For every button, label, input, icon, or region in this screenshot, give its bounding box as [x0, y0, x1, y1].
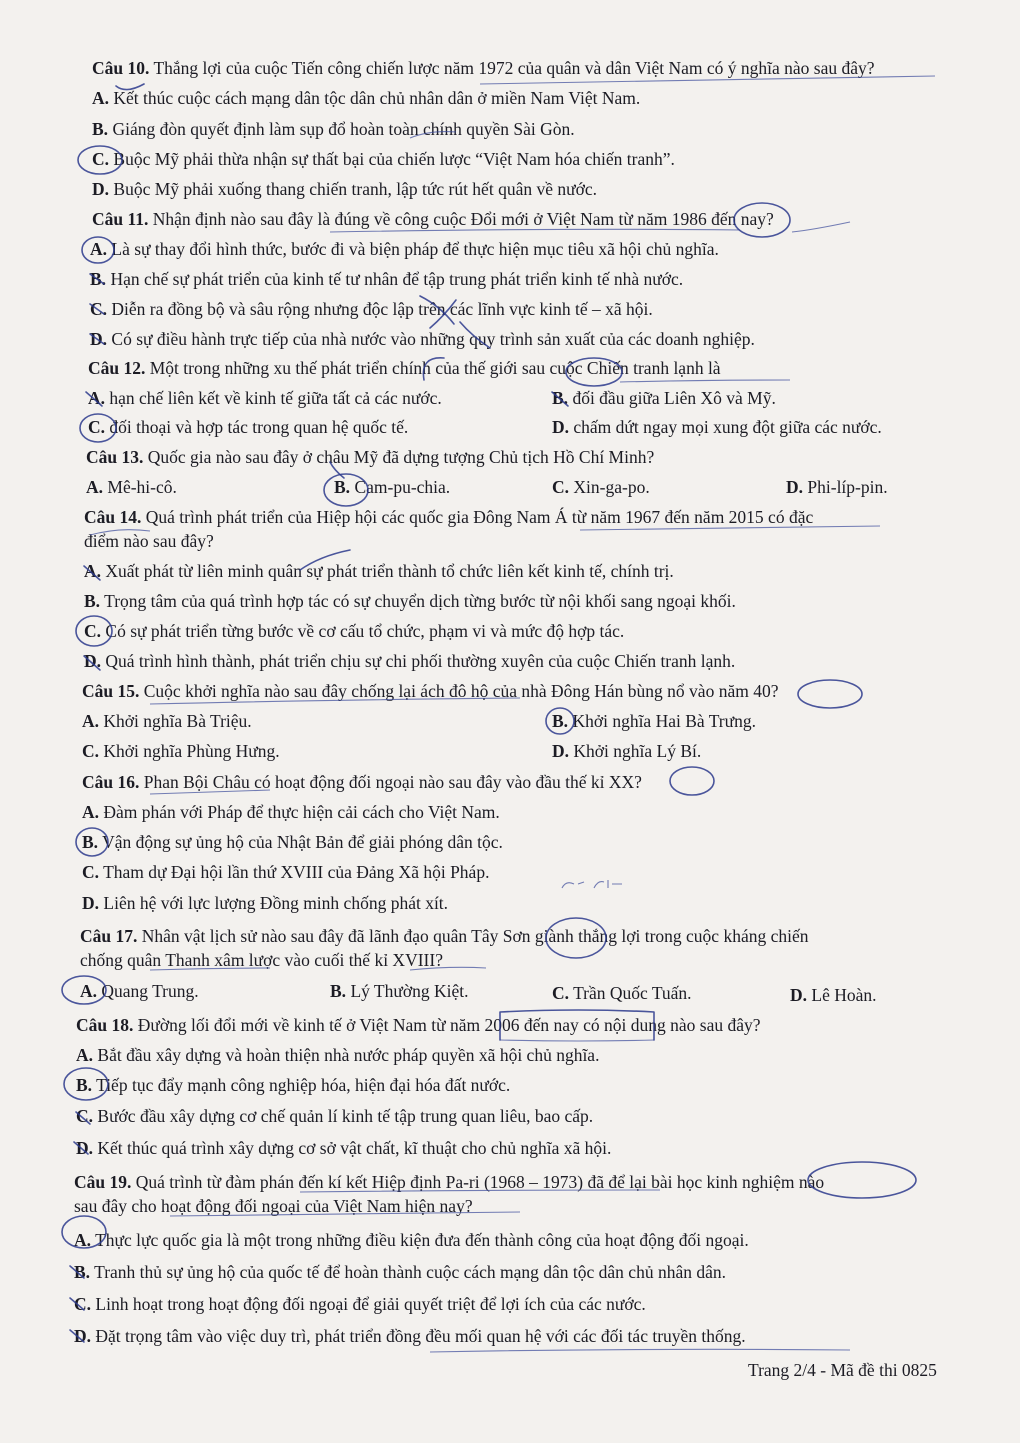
- answer-circle: [798, 680, 862, 708]
- q18-option-c: C. Bước đầu xây dựng cơ chế quản lí kinh tế tập trung quan liêu, bao cấp.: [76, 1106, 594, 1126]
- answer-circle: [808, 1162, 916, 1198]
- underline-mark: [620, 380, 790, 382]
- question-15: Câu 15. Cuộc khởi nghĩa nào sau đây chống lại ách đô hộ của nhà Đông Hán bùng nổ vào năm 40?: [82, 681, 779, 701]
- q14-option-b: B. Trọng tâm của quá trình hợp tác có sự chuyển dịch từng bước từ nội khối sang ngoại khối.: [84, 591, 736, 611]
- question-14: Câu 14. Quá trình phát triển của Hiệp hội các quốc gia Đông Nam Á từ năm 1967 đến năm 2015 có đặc: [84, 507, 814, 527]
- q11-option-d: D. Có sự điều hành trực tiếp của nhà nước vào những quy trình sản xuất của các doanh nghiệp.: [90, 329, 755, 349]
- q19-option-a: A. Thực lực quốc gia là một trong những điều kiện đưa đến thành công của hoạt động đối ngoại.: [74, 1230, 749, 1250]
- underline-mark: [792, 222, 850, 232]
- q19-option-d: D. Đặt trọng tâm vào việc duy trì, phát triển đồng đều mối quan hệ với các đối tác truyền thống.: [74, 1326, 746, 1346]
- q14-option-a: A. Xuất phát từ liên minh quân sự phát triển thành tổ chức liên kết kinh tế, chính trị.: [84, 561, 674, 581]
- q10-option-b: B. Giáng đòn quyết định làm sụp đổ hoàn toàn chính quyền Sài Gòn.: [92, 119, 575, 139]
- q12-option-d: D. chấm dứt ngay mọi xung đột giữa các nước.: [552, 417, 882, 437]
- q15-option-d: D. Khởi nghĩa Lý Bí.: [552, 741, 702, 761]
- q13-option-c: C. Xin-ga-po.: [552, 477, 650, 497]
- q16-option-d: D. Liên hệ với lực lượng Đồng minh chống phát xít.: [82, 893, 449, 913]
- q17-option-c: C. Trần Quốc Tuấn.: [552, 983, 692, 1003]
- question-19-cont: sau đây cho hoạt động đối ngoại của Việt Nam hiện nay?: [74, 1196, 473, 1216]
- q18-option-d: D. Kết thúc quá trình xây dựng cơ sở vật chất, kĩ thuật cho chủ nghĩa xã hội.: [76, 1138, 612, 1158]
- question-18: Câu 18. Đường lối đổi mới về kinh tế ở Việt Nam từ năm 2006 đến nay có nội dung nào sau đây?: [76, 1015, 761, 1035]
- q10-option-d: D. Buộc Mỹ phải xuống thang chiến tranh, lập tức rút hết quân về nước.: [92, 179, 597, 199]
- underline-mark: [430, 1349, 850, 1352]
- question-14-cont: điểm nào sau đây?: [84, 531, 214, 551]
- q10-option-c: C. Buộc Mỹ phải thừa nhận sự thất bại của chiến lược “Việt Nam hóa chiến tranh”.: [92, 149, 675, 169]
- page-footer: Trang 2/4 - Mã đề thi 0825: [748, 1360, 937, 1380]
- q15-option-c: C. Khởi nghĩa Phùng Hưng.: [82, 741, 280, 761]
- question-10: Câu 10. Thắng lợi của cuộc Tiến công chiến lược năm 1972 của quân và dân Việt Nam có ý nghĩa nào sau đây?: [92, 58, 875, 78]
- q11-option-c: C. Diễn ra đồng bộ và sâu rộng nhưng độc lập trên các lĩnh vực kinh tế – xã hội.: [90, 299, 653, 319]
- q18-option-b: B. Tiếp tục đẩy mạnh công nghiệp hóa, hiện đại hóa đất nước.: [76, 1075, 511, 1095]
- q14-option-c: C. Có sự phát triển từng bước về cơ cấu tổ chức, phạm vi và mức độ hợp tác.: [84, 621, 625, 641]
- q13-option-a: A. Mê-hi-cô.: [86, 477, 177, 497]
- scribble-note: [562, 880, 622, 888]
- q19-option-b: B. Tranh thủ sự ủng hộ của quốc tế để hoàn thành cuộc cách mạng dân tộc dân chủ nhân dân.: [74, 1262, 726, 1282]
- question-19: Câu 19. Quá trình từ đàm phán đến kí kết Hiệp định Pa-ri (1968 – 1973) đã để lại bài học kinh nghiệm nào: [74, 1172, 825, 1192]
- question-12: Câu 12. Một trong những xu thế phát triển chính của thế giới sau cuộc Chiến tranh lạnh là: [88, 358, 721, 378]
- underline-mark: [500, 1040, 654, 1041]
- question-17-cont: chống quân Thanh xâm lược vào cuối thế kỉ XVIII?: [80, 950, 443, 970]
- question-16: Câu 16. Phan Bội Châu có hoạt động đối ngoại nào sau đây vào đầu thế kỉ XX?: [82, 772, 642, 792]
- q12-option-c: C. đối thoại và hợp tác trong quan hệ quốc tế.: [88, 417, 409, 437]
- question-11: Câu 11. Nhận định nào sau đây là đúng về công cuộc Đổi mới ở Việt Nam từ năm 1986 đến nay?: [92, 209, 774, 229]
- q12-option-b: B. đối đầu giữa Liên Xô và Mỹ.: [552, 388, 776, 408]
- q11-option-a: A. Là sự thay đổi hình thức, bước đi và biện pháp để thực hiện mục tiêu xã hội chủ nghĩa.: [90, 239, 719, 259]
- question-13: Câu 13. Quốc gia nào sau đây ở châu Mỹ đã dựng tượng Chủ tịch Hồ Chí Minh?: [86, 447, 655, 467]
- q15-option-b: B. Khởi nghĩa Hai Bà Trưng.: [552, 711, 756, 731]
- q16-option-c: C. Tham dự Đại hội lần thứ XVIII của Đảng Xã hội Pháp.: [82, 862, 490, 882]
- q10-option-a: A. Kết thúc cuộc cách mạng dân tộc dân chủ nhân dân ở miền Nam Việt Nam.: [92, 88, 641, 108]
- q12-option-a: A. hạn chế liên kết về kinh tế giữa tất cả các nước.: [88, 388, 442, 408]
- q14-option-d: D. Quá trình hình thành, phát triển chịu sự chi phối thường xuyên của cuộc Chiến tranh lạnh.: [84, 651, 736, 671]
- q19-option-c: C. Linh hoạt trong hoạt động đối ngoại để giải quyết triệt để lợi ích của các nước.: [74, 1294, 646, 1314]
- question-17: Câu 17. Nhân vật lịch sử nào sau đây đã lãnh đạo quân Tây Sơn giành thắng lợi trong cuộc kháng chiến: [80, 926, 809, 946]
- q16-option-b: B. Vận động sự ủng hộ của Nhật Bản để giải phóng dân tộc.: [82, 832, 503, 852]
- q15-option-a: A. Khởi nghĩa Bà Triệu.: [82, 711, 252, 731]
- q13-option-d: D. Phi-líp-pin.: [786, 477, 888, 497]
- answer-circle: [670, 767, 714, 795]
- q16-option-a: A. Đàm phán với Pháp để thực hiện cải cách cho Việt Nam.: [82, 802, 500, 822]
- q17-option-a: A. Quang Trung.: [80, 981, 199, 1001]
- q18-option-a: A. Bắt đầu xây dựng và hoàn thiện nhà nước pháp quyền xã hội chủ nghĩa.: [76, 1045, 600, 1065]
- q17-option-b: B. Lý Thường Kiệt.: [330, 981, 469, 1001]
- q13-option-b: B. Cam-pu-chia.: [334, 477, 451, 497]
- q17-option-d: D. Lê Hoàn.: [790, 985, 877, 1005]
- q11-option-b: B. Hạn chế sự phát triển của kinh tế tư nhân để tập trung phát triển kinh tế nhà nước.: [90, 269, 684, 289]
